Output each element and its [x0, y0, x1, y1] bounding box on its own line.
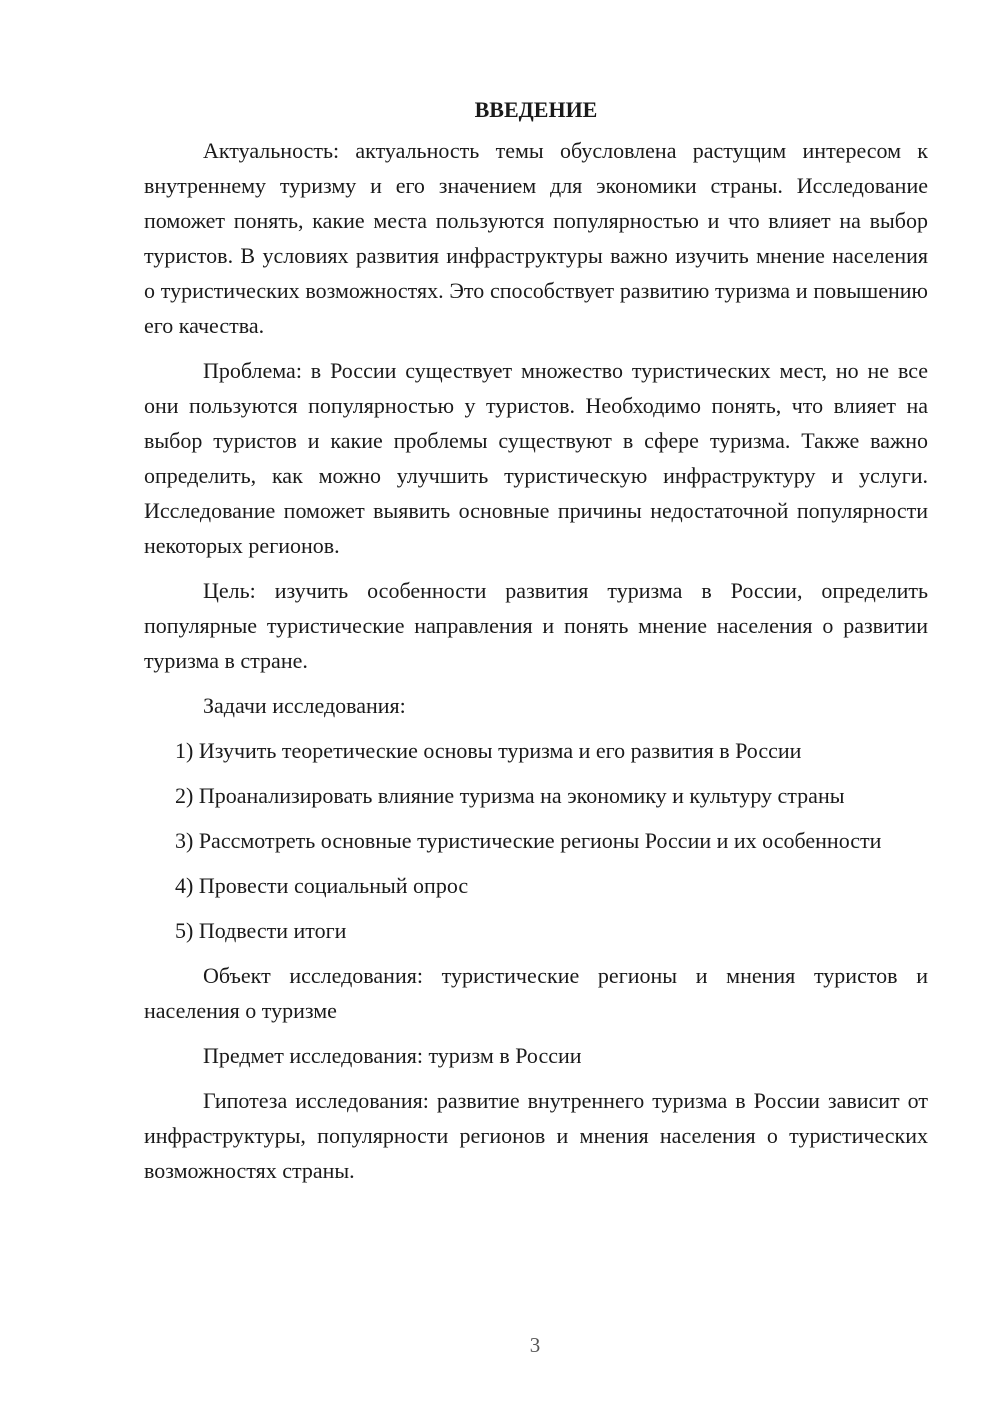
- task-item-1: 1) Изучить теоретические основы туризма и его развития в России: [175, 738, 802, 763]
- paragraph-subject: Предмет исследования: туризм в России: [203, 1043, 582, 1068]
- paragraph-object: Объект исследования: туристические регионы и мнения туристов и населения о туризме: [144, 963, 928, 1023]
- page-number: 3: [529, 1333, 541, 1357]
- paragraph-tasks-title: Задачи исследования:: [203, 693, 406, 718]
- document-page: [144, 92, 928, 1198]
- paragraph-relevance: Актуальность: актуальность темы обусловлена растущим интересом к внутреннему туризму и его значением для экономики страны. Исследование поможет понять, какие места пользуются популярностью и что влияет на выбор туристов. В условиях развития инфраструктуры важно изучить мнение населения о туристических возможностях. Это способствует развитию туризма и повышению его качества.: [144, 138, 928, 338]
- task-item-3: 3) Рассмотреть основные туристические регионы России и их особенности: [175, 828, 882, 853]
- task-item-2: 2) Проанализировать влияние туризма на экономику и культуру страны: [175, 783, 845, 808]
- paragraph-problem: Проблема: в России существует множество туристических мест, но не все они пользуются популярностью у туристов. Необходимо понять, что влияет на выбор туристов и какие проблемы существуют в сфере туризма. Также важно определить, как можно улучшить туристическую инфраструктуру и услуги. Исследование поможет выявить основные причины недостаточной популярности некоторых регионов.: [144, 358, 928, 558]
- paragraph-goal: Цель: изучить особенности развития туризма в России, определить популярные туристические направления и понять мнение населения о развитии туризма в стране.: [144, 578, 928, 673]
- task-item-5: 5) Подвести итоги: [175, 918, 347, 943]
- section-heading: ВВЕДЕНИЕ: [474, 97, 598, 122]
- paragraph-hypothesis: Гипотеза исследования: развитие внутреннего туризма в России зависит от инфраструктуры, популярности регионов и мнения населения о туристических возможностях страны.: [144, 1088, 928, 1183]
- task-item-4: 4) Провести социальный опрос: [175, 873, 469, 898]
